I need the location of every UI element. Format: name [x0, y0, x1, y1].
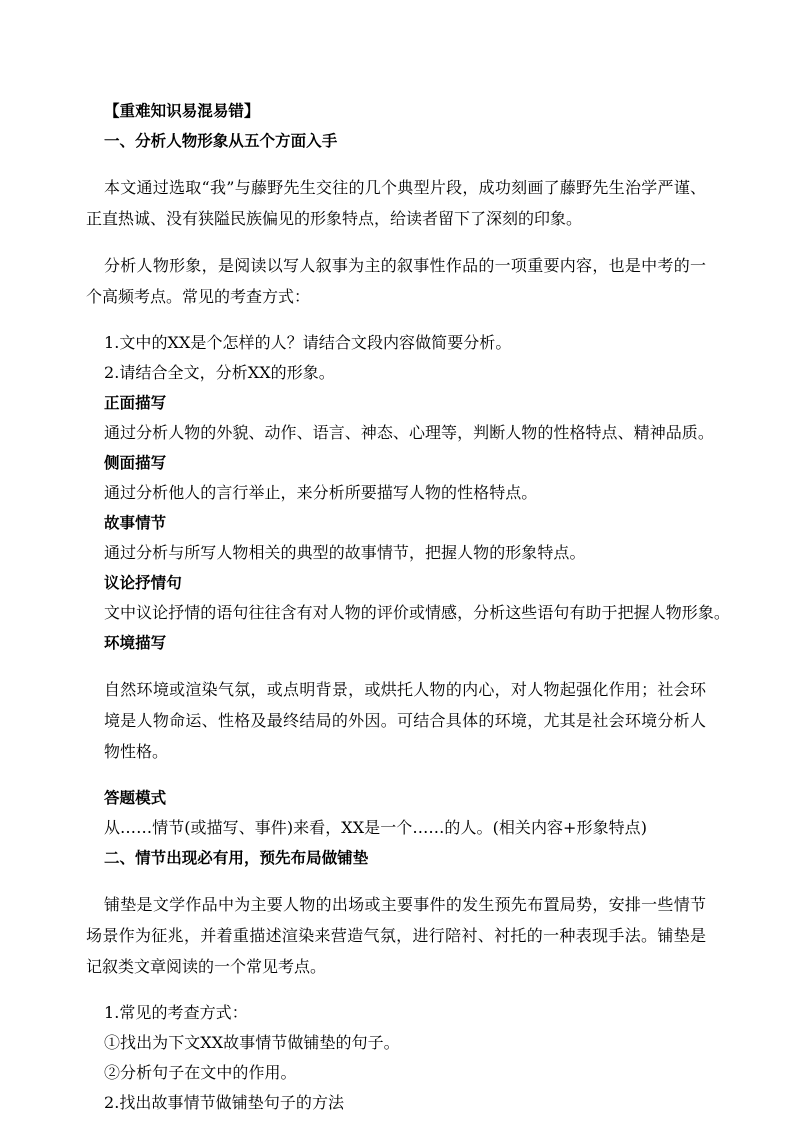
paragraph-foreshadowing: 铺垫是文学作品中为主要人物的出场或主要事件的发生预先布置局势，安排一些情节场景作为征兆，并着重描述渲染来营造气氛，进行陪衬、衬托的一种表现手法。铺垫是记叙类文章阅读的一个常见考点。	[86, 895, 706, 976]
paragraph-method: 分析人物形象，是阅读以写人叙事为主的叙事性作品的一项重要内容，也是中考的一个高频考点。常见的考查方式：	[86, 256, 706, 306]
subheading-direct-description: 正面描写	[104, 394, 167, 412]
list-item-question-2: 2.请结合全文，分析XX的形象。	[104, 363, 335, 382]
subheading-indirect-description: 侧面描写	[104, 454, 167, 472]
list-item-exam-methods: 1.常见的考查方式：	[104, 1003, 248, 1022]
list-item-find-sentence: ①找出为下文XX故事情节做铺垫的句子。	[104, 1033, 400, 1052]
text-direct-description: 通过分析人物的外貌、动作、语言、神态、心理等，判断人物的性格特点、精神品质。	[104, 423, 714, 442]
text-plot: 通过分析与所写人物相关的典型的故事情节，把握人物的形象特点。	[104, 543, 586, 562]
subheading-plot: 故事情节	[104, 514, 167, 532]
heading-foreshadowing: 二、情节出现必有用，预先布局做铺垫	[104, 849, 369, 867]
text-environment: 自然环境或渲染气氛，或点明背景，或烘托人物的内心，对人物起强化作用；社会环境是人物命运、性格及最终结局的外因。可结合具体的环境，尤其是社会环境分析人物性格。	[104, 680, 706, 761]
subheading-commentary: 议论抒情句	[104, 574, 182, 592]
subheading-environment: 环境描写	[104, 634, 167, 652]
subheading-answer-pattern: 答题模式	[104, 789, 167, 807]
paragraph-intro: 本文通过选取“我”与藤野先生交往的几个典型片段，成功刻画了藤野先生治学严谨、正直热诚、没有狭隘民族偏见的形象特点，给读者留下了深刻的印象。	[86, 178, 706, 228]
list-item-method-heading: 2.找出故事情节做铺垫句子的方法	[104, 1093, 345, 1112]
text-answer-pattern: 从……情节(或描写、事件)来看，XX是一个……的人。(相关内容+形象特点)	[104, 818, 648, 837]
section-header: 【重难知识易混易错】	[104, 102, 260, 120]
text-indirect-description: 通过分析他人的言行举止，来分析所要描写人物的性格特点。	[104, 483, 538, 502]
list-item-question-1: 1.文中的XX是个怎样的人？请结合文段内容做简要分析。	[104, 333, 512, 352]
list-item-analyze-role: ②分析句子在文中的作用。	[104, 1063, 297, 1082]
text-commentary: 文中议论抒情的语句往往含有对人物的评价或情感，分析这些语句有助于把握人物形象。	[104, 603, 730, 622]
heading-analyze-character: 一、分析人物形象从五个方面入手	[104, 132, 338, 150]
